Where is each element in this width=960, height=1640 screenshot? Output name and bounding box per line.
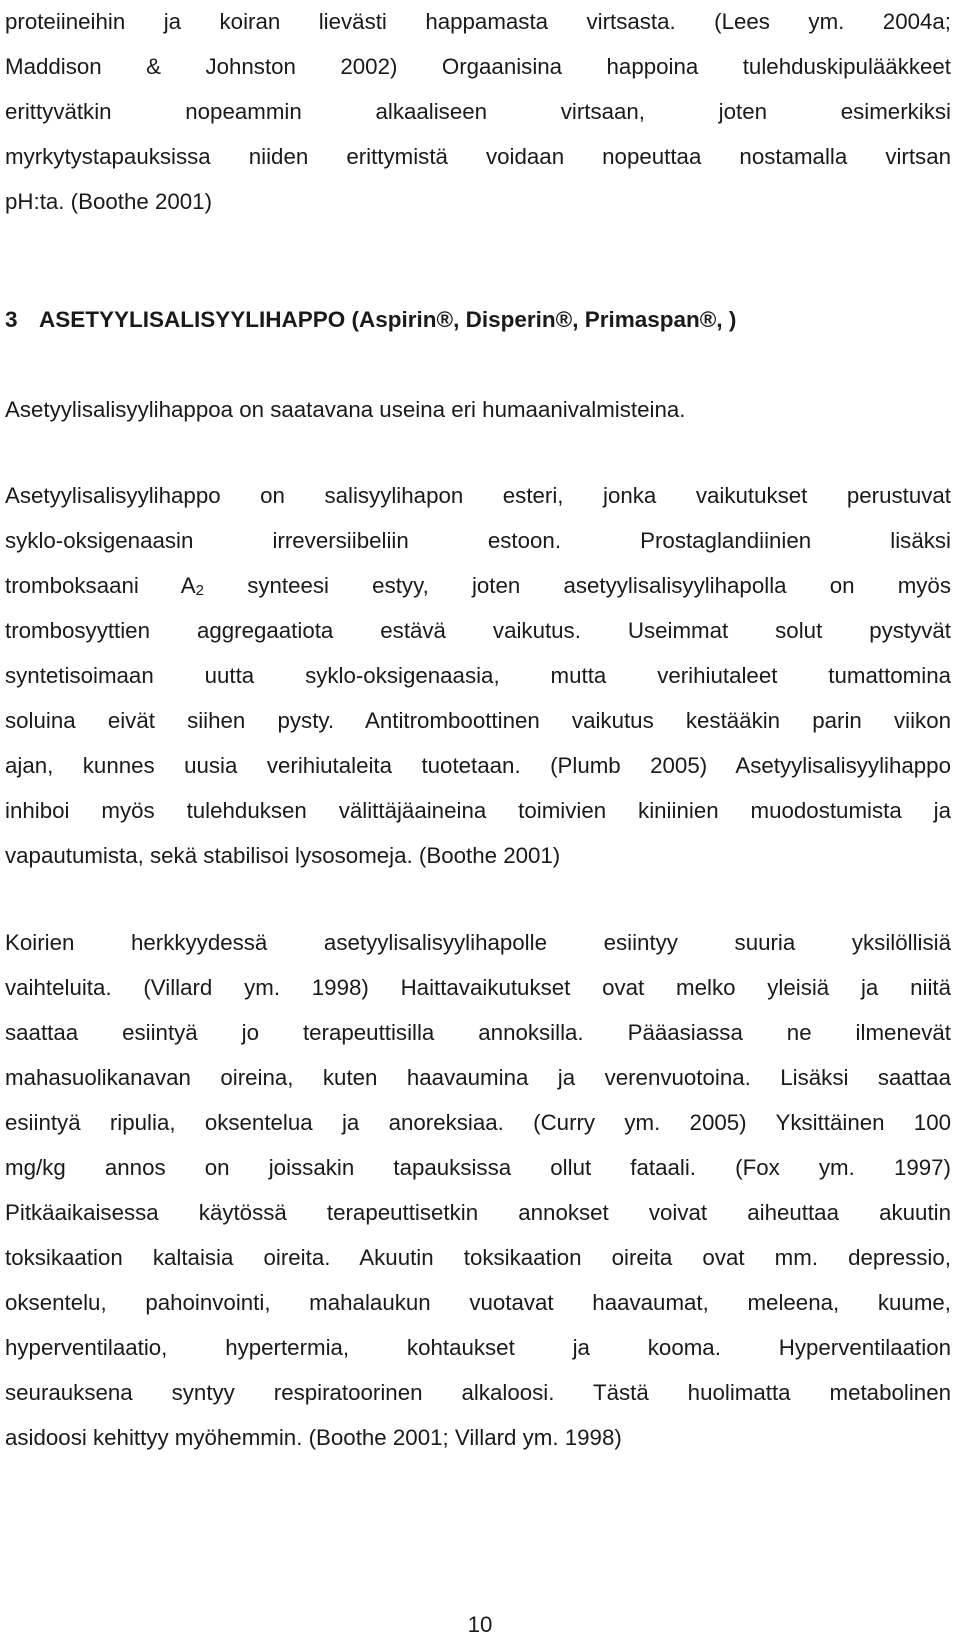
text-line: mg/kg annos on joissakin tapauksissa ollut fataali. (Fox ym. 1997): [5, 1155, 951, 1180]
subscript: 2: [195, 582, 205, 599]
text-line: vapautumista, sekä stabilisoi lysosomeja. (Boothe 2001): [5, 843, 561, 868]
text-line: erittyvätkin nopeammin alkaaliseen virtsaan, joten esimerkiksi: [5, 99, 951, 124]
text-line: vaihteluita. (Villard ym. 1998) Haittavaikutukset ovat melko yleisiä ja niitä: [5, 975, 951, 1000]
text-line: syklo-oksigenaasin irreversiibeliin estoon. Prostaglandiinien lisäksi: [5, 528, 951, 553]
intro-paragraph: Asetyylisalisyylihappoa on saatavana useina eri humaanivalmisteina.: [5, 397, 686, 422]
text-line: pH:ta. (Boothe 2001): [5, 189, 212, 214]
section-heading: [5, 300, 736, 340]
text-line: myrkytystapauksissa niiden erittymistä voidaan nopeuttaa nostamalla virtsan: [5, 144, 951, 169]
text-line: mahasuolikanavan oireina, kuten haavaumina ja verenvuotoina. Lisäksi saattaa: [5, 1065, 951, 1090]
text-line: seurauksena syntyy respiratoorinen alkaloosi. Tästä huolimatta metabolinen: [5, 1380, 951, 1405]
text-line: Maddison & Johnston 2002) Orgaanisina happoina tulehduskipulääkkeet: [5, 54, 951, 79]
text-line: esiintyä ripulia, oksentelua ja anoreksiaa. (Curry ym. 2005) Yksittäinen 100: [5, 1110, 951, 1135]
text-fragment: tromboksaani A: [5, 573, 196, 598]
text-line: toksikaation kaltaisia oireita. Akuutin toksikaation oireita ovat mm. depressio,: [5, 1245, 951, 1270]
text-line: ajan, kunnes uusia verihiutaleita tuotetaan. (Plumb 2005) Asetyylisalisyylihappo: [5, 753, 951, 778]
text-line: proteiineihin ja koiran lievästi happamasta virtsasta. (Lees ym. 2004a;: [5, 9, 951, 34]
section-number: 3: [5, 307, 18, 332]
text-line: saattaa esiintyä jo terapeuttisilla annoksilla. Pääasiassa ne ilmenevät: [5, 1020, 951, 1045]
text-fragment: synteesi estyy, joten asetyylisalisyylihapolla on myös: [204, 573, 951, 598]
text-line: Pitkäaikaisessa käytössä terapeuttisetkin annokset voivat aiheuttaa akuutin: [5, 1200, 951, 1225]
text-line: oksentelu, pahoinvointi, mahalaukun vuotavat haavaumat, meleena, kuume,: [5, 1290, 951, 1315]
text-line: Koirien herkkyydessä asetyylisalisyylihapolle esiintyy suuria yksilöllisiä: [5, 930, 951, 955]
text-line: trombosyyttien aggregaatiota estävä vaikutus. Useimmat solut pystyvät: [5, 618, 951, 643]
text-line: hyperventilaatio, hypertermia, kohtaukset ja kooma. Hyperventilaation: [5, 1335, 951, 1360]
text-line: Asetyylisalisyylihappo on salisyylihapon esteri, jonka vaikutukset perustuvat: [5, 483, 951, 508]
text-line: soluina eivät siihen pysty. Antitromboottinen vaikutus kestääkin parin viikon: [5, 708, 951, 733]
text-line: inhiboi myös tulehduksen välittäjäaineina toimivien kiniinien muodostumista ja: [5, 798, 951, 823]
page-number: 10: [467, 1612, 493, 1637]
text-line: syntetisoimaan uutta syklo-oksigenaasia, mutta verihiutaleet tumattomina: [5, 663, 951, 688]
text-line-with-subscript: [5, 569, 951, 603]
section-title: ASETYYLISALISYYLIHAPPO (Aspirin®, Disperin®, Primaspan®, ): [39, 307, 737, 332]
text-line: asidoosi kehittyy myöhemmin. (Boothe 2001; Villard ym. 1998): [5, 1425, 622, 1450]
